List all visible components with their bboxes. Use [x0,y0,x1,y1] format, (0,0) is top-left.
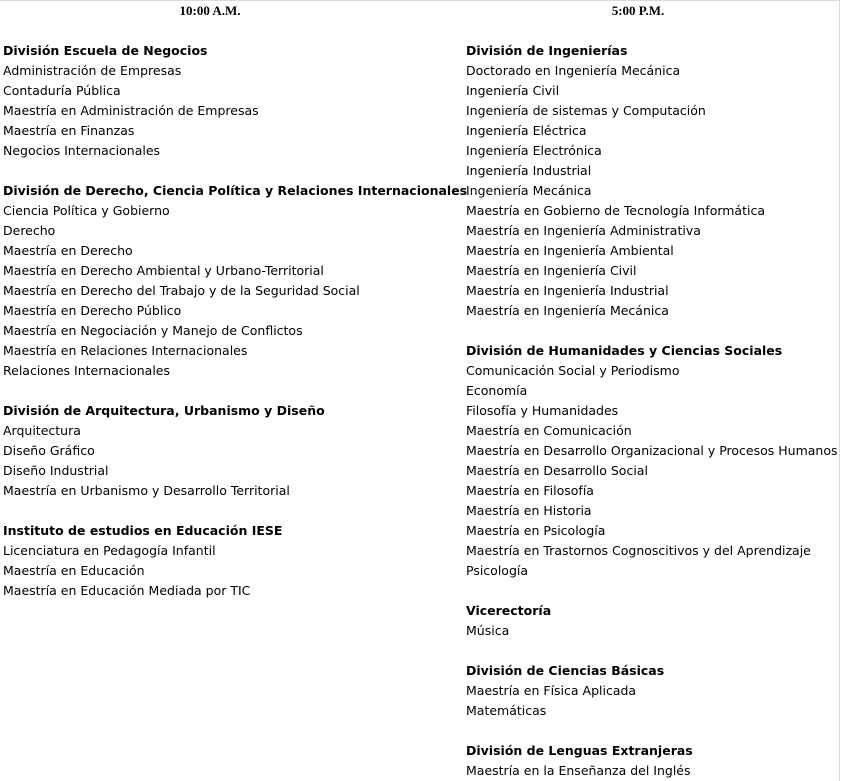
program-item: Maestría en Historia [466,503,592,518]
program-item: Maestría en Comunicación [466,423,632,438]
program-item: Ingeniería Mecánica [466,183,592,198]
program-item: Diseño Industrial [3,463,109,478]
program-item: Maestría en Finanzas [3,123,135,138]
section-title: Vicerectoría [466,603,552,618]
program-item: Ingeniería Industrial [466,163,592,178]
program-item: Ingeniería de sistemas y Computación [466,103,706,118]
program-item: Arquitectura [3,423,81,438]
program-item: Maestría en Derecho Público [3,303,182,318]
program-item: Maestría en Derecho del Trabajo y de la Seguridad Social [3,283,360,298]
program-item: Diseño Gráfico [3,443,95,458]
program-item: Maestría en Filosofía [466,483,594,498]
section-spacer [0,501,460,521]
program-item: Derecho [3,223,56,238]
program-item: Negocios Internacionales [3,143,161,158]
program-item: Maestría en Derecho [3,243,133,258]
program-item: Maestría en Negociación y Manejo de Conflictos [3,323,303,338]
program-item: Maestría en Administración de Empresas [3,103,259,118]
section-title: División de Ingenierías [466,43,628,58]
section-spacer [463,721,840,741]
section-title: División de Humanidades y Ciencias Sociales [466,343,783,358]
schedule-column-10am [0,0,468,601]
section-spacer [0,161,460,181]
section-title: División Escuela de Negocios [3,43,208,58]
program-item: Comunicación Social y Periodismo [466,363,680,378]
program-item: Psicología [466,563,529,578]
program-item: Maestría en Psicología [466,523,606,538]
schedule-column-5pm [463,0,840,781]
section-spacer [0,21,460,41]
section-title: Instituto de estudios en Educación IESE [3,523,283,538]
program-item: Administración de Empresas [3,63,182,78]
program-item: Ingeniería Civil [466,83,560,98]
program-item: Maestría en Ingeniería Ambiental [466,243,674,258]
program-item: Maestría en Urbanismo y Desarrollo Territorial [3,483,290,498]
column-header-time: 5:00 P.M. [611,3,665,18]
program-item: Maestría en Física Aplicada [466,683,637,698]
program-item: Licenciatura en Pedagogía Infantil [3,543,216,558]
program-item: Maestría en Gobierno de Tecnología Informática [466,203,765,218]
program-item: Maestría en Relaciones Internacionales [3,343,248,358]
program-item: Maestría en Desarrollo Organizacional y Procesos Humanos [466,443,838,458]
section-spacer [463,321,840,341]
program-item: Maestría en Derecho Ambiental y Urbano-Territorial [3,263,324,278]
program-item: Maestría en la Enseñanza del Inglés [466,763,691,778]
program-item: Maestría en Ingeniería Civil [466,263,637,278]
program-item: Ingeniería Eléctrica [466,123,587,138]
program-item: Matemáticas [466,703,547,718]
program-item: Maestría en Trastornos Cognoscitivos y del Aprendizaje [466,543,811,558]
program-item: Economía [466,383,528,398]
program-item: Maestría en Ingeniería Mecánica [466,303,669,318]
program-item: Maestría en Educación Mediada por TIC [3,583,251,598]
program-item: Maestría en Desarrollo Social [466,463,648,478]
program-item: Doctorado en Ingeniería Mecánica [466,63,681,78]
column-header-time: 10:00 A.M. [179,3,241,18]
section-title: División de Lenguas Extranjeras [466,743,693,758]
program-item: Filosofía y Humanidades [466,403,619,418]
program-item: Ciencia Política y Gobierno [3,203,170,218]
section-spacer [463,581,840,601]
section-title: División de Derecho, Ciencia Política y Relaciones Internacionales [3,183,468,198]
program-item: Maestría en Ingeniería Industrial [466,283,669,298]
section-title: División de Arquitectura, Urbanismo y Diseño [3,403,325,418]
program-item: Ingeniería Electrónica [466,143,602,158]
section-title: División de Ciencias Básicas [466,663,665,678]
program-item: Relaciones Internacionales [3,363,170,378]
program-item: Música [466,623,510,638]
section-spacer [0,381,460,401]
program-item: Contaduría Pública [3,83,121,98]
section-spacer [463,641,840,661]
program-item: Maestría en Educación [3,563,145,578]
section-spacer [463,21,840,41]
program-item: Maestría en Ingeniería Administrativa [466,223,701,238]
